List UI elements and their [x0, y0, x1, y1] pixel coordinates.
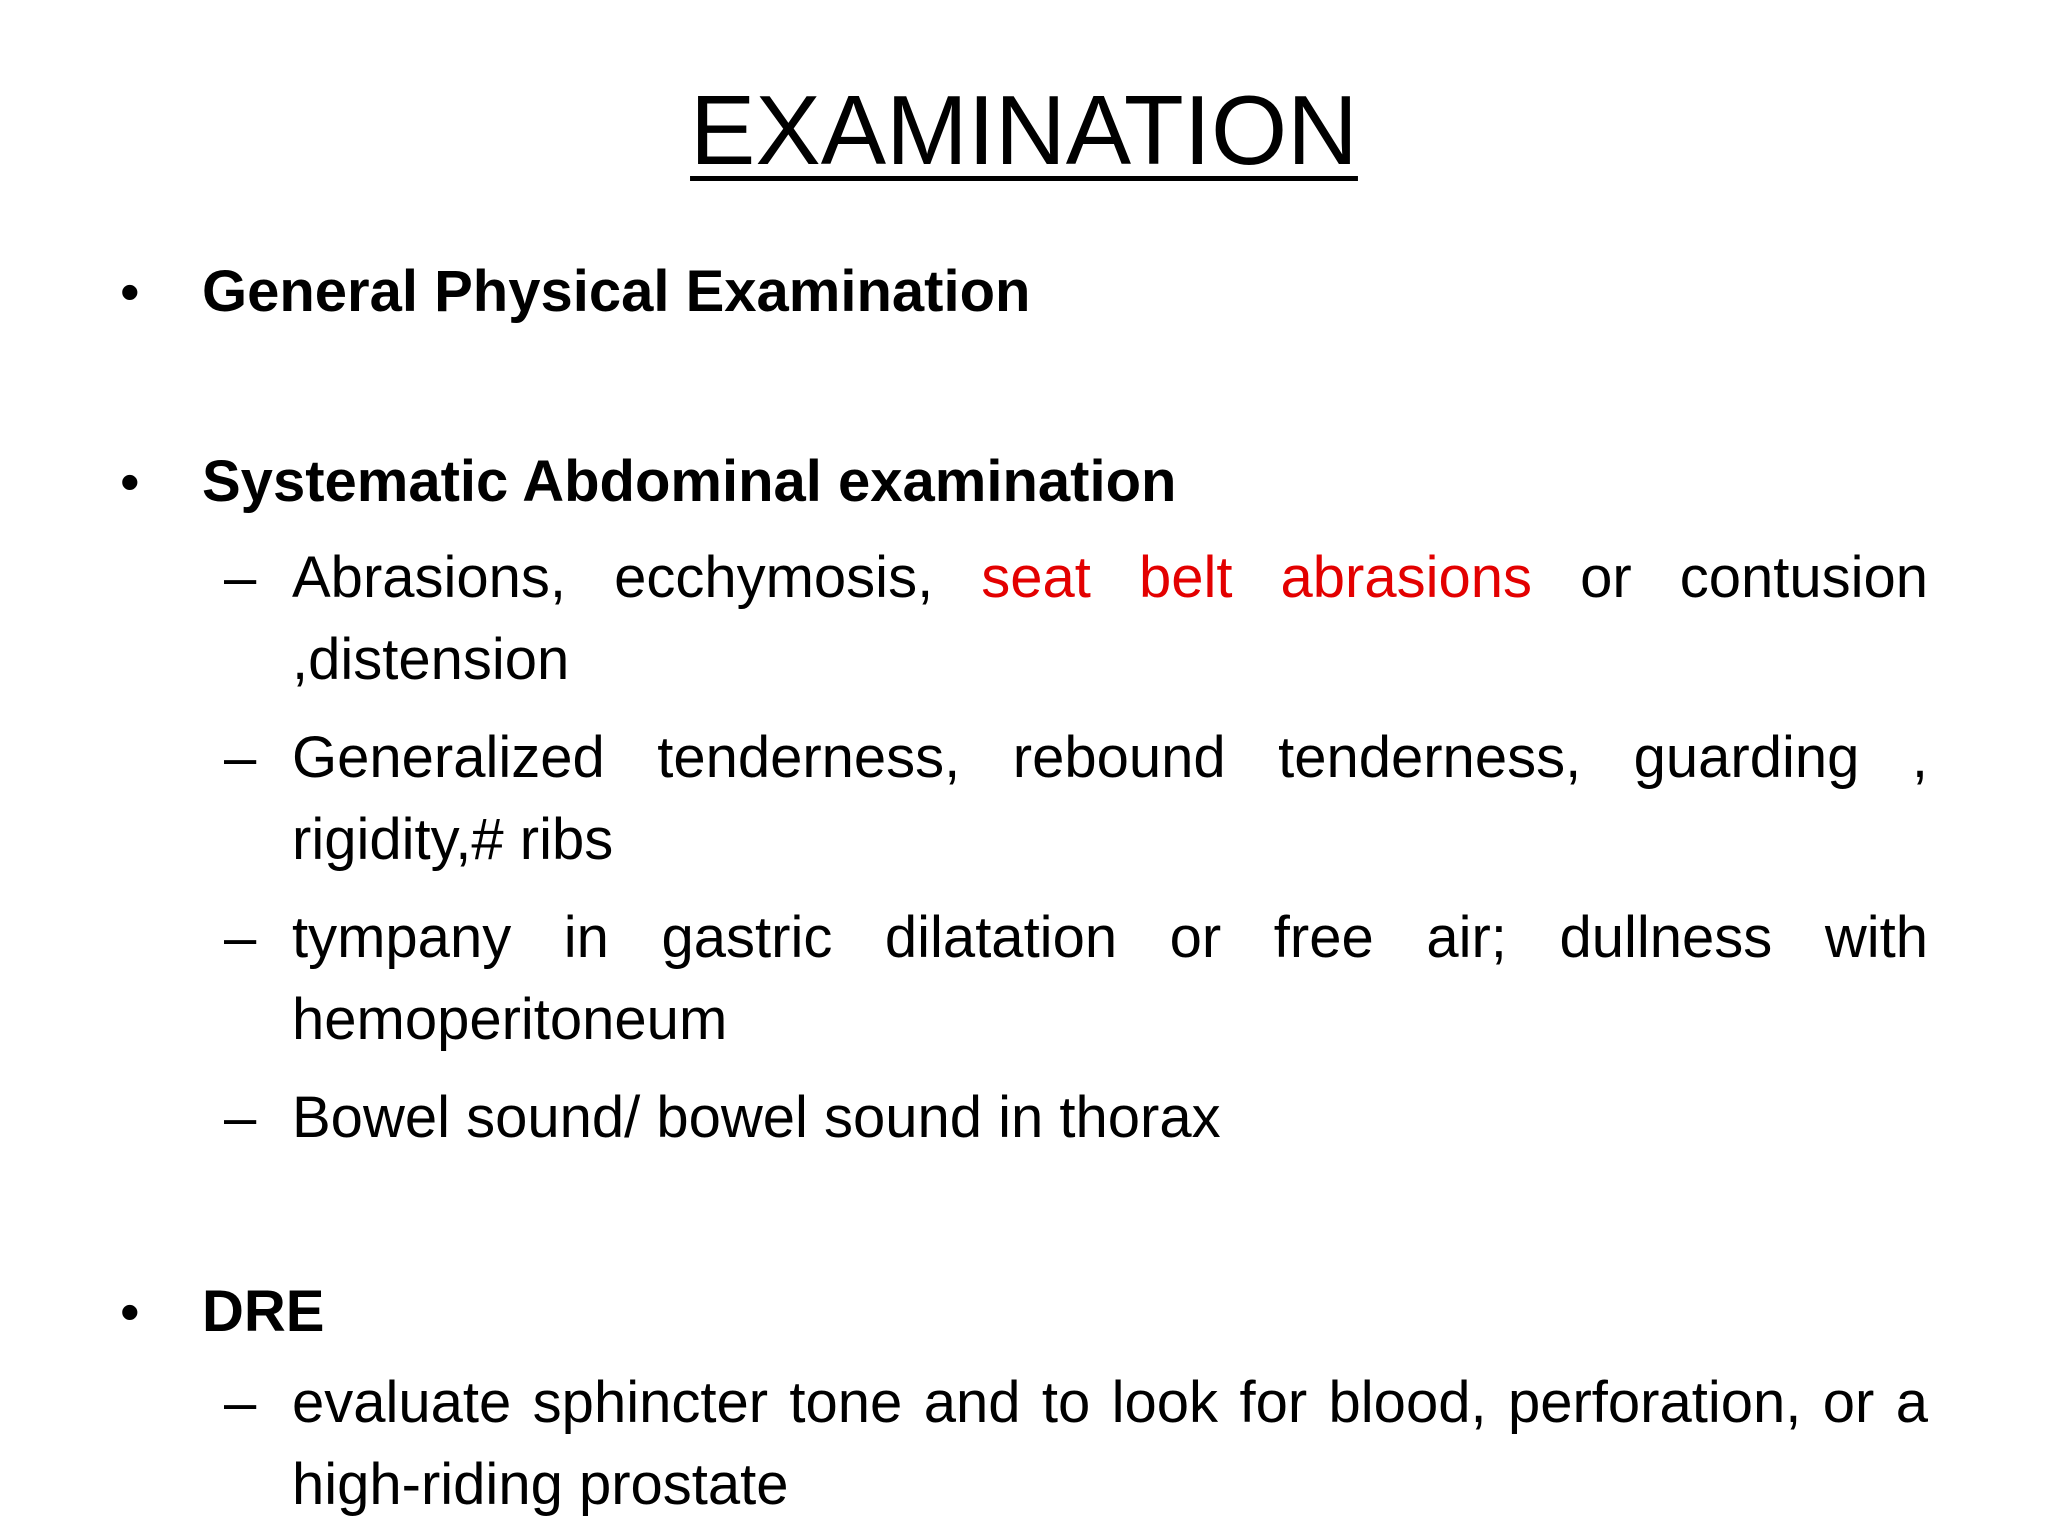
subitem-text-before: Abrasions, ecchymosis, — [292, 545, 982, 610]
bullet-dot-icon: • — [120, 1280, 140, 1343]
highlighted-text: seat belt abrasions — [981, 545, 1533, 610]
dash-icon: – — [224, 545, 257, 610]
subitem-text — [292, 537, 1928, 701]
bullet-label: DRE — [202, 1279, 325, 1344]
bullet-label: General Physical Examination — [202, 259, 1031, 324]
bullet-dot-icon: • — [120, 450, 140, 513]
subitem-text: Bowel sound/ bowel sound in thorax — [292, 1085, 1221, 1150]
dash-icon: – — [224, 905, 257, 970]
subitem-text: Generalized tenderness, rebound tenderness, guarding , rigidity,# ribs — [292, 725, 1928, 872]
slide-title — [0, 70, 2048, 190]
subitem-text: evaluate sphincter tone and to look for blood, perforation, or a high-riding prostate — [292, 1370, 1928, 1517]
bullet-label: Systematic Abdominal examination — [202, 449, 1177, 514]
dash-icon: – — [224, 725, 257, 790]
subitem-text: tympany in gastric dilatation or free air; dullness with hemoperitoneum — [292, 905, 1928, 1052]
subitem-text-after: or contusion ,distension — [292, 545, 1929, 692]
dash-icon: – — [224, 1085, 257, 1150]
slide-title-text: EXAMINATION — [690, 75, 1358, 185]
dash-icon: – — [224, 1370, 257, 1435]
bullet-dot-icon: • — [120, 260, 140, 323]
